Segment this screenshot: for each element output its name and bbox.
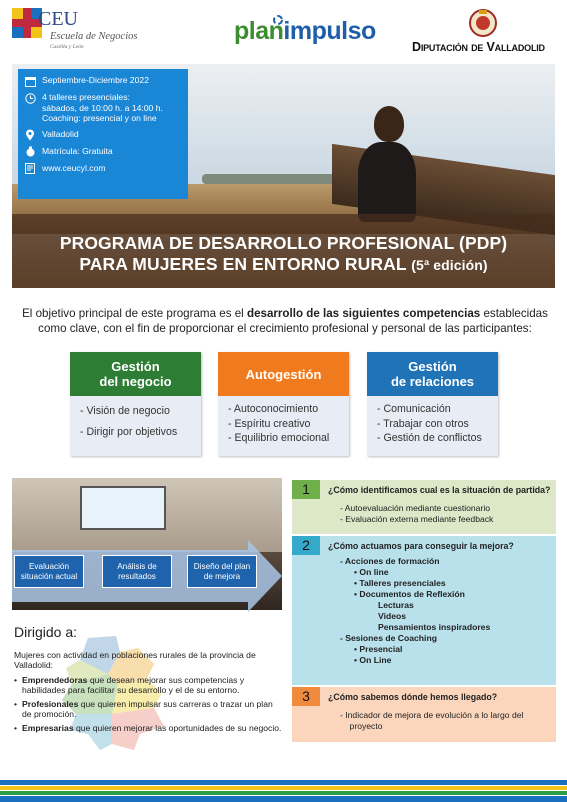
program-title <box>12 214 555 288</box>
location-pin-icon <box>24 129 36 141</box>
box-number: 3 <box>292 687 320 706</box>
box-item: - Autoevaluación mediante cuestionario <box>340 503 491 513</box>
card-item: - Comunicación <box>377 403 451 415</box>
card-item: - Visión de negocio <box>80 405 170 417</box>
ceu-subtitle: Escuela de Negocios <box>50 31 138 42</box>
card-title-line-1: Gestión <box>408 359 457 374</box>
box-item: • Talleres presenciales <box>354 578 446 588</box>
box-number: 1 <box>292 480 320 499</box>
step-analisis <box>102 555 172 588</box>
info-box <box>18 69 188 199</box>
dirigido-item-bold: Profesionales <box>22 698 79 709</box>
clock-icon <box>24 92 36 104</box>
card-gestion-relaciones <box>367 352 498 456</box>
box-item: Lecturas <box>378 600 414 610</box>
info-web-link[interactable]: www.ceucyl.com <box>42 162 106 173</box>
step-label <box>117 562 157 582</box>
box-item: - Evaluación externa mediante feedback <box>340 514 494 524</box>
step-diseno <box>187 555 257 588</box>
card-title <box>99 359 171 389</box>
objective-part-1: El objetivo principal de este programa es el <box>22 307 247 320</box>
step-label-line-1: Evaluación <box>28 561 70 571</box>
workshop-projector-screen <box>80 486 166 530</box>
info-fee: Matrícula: Gratuita <box>42 145 113 156</box>
box-item: Videos <box>378 611 407 621</box>
diputacion-name: Diputación de Valladolid <box>412 40 545 54</box>
ceu-region: Castilla y León <box>50 44 84 50</box>
box-list <box>328 556 490 666</box>
card-header <box>367 352 498 396</box>
objective-text <box>20 306 550 336</box>
info-schedule-row <box>24 92 182 124</box>
info-schedule-line-2: sábados, de 10:00 h. a 14:00 h. <box>42 102 163 113</box>
card-title-line-2: del negocio <box>99 374 172 389</box>
step-label <box>21 562 77 582</box>
dirigido-intro: Mujeres con actividad en poblaciones rurales de la provincia de Valladolid: <box>14 650 256 671</box>
dirigido-item-text: que quieren mejorar las oportunidades de su negocio. <box>73 722 282 733</box>
dirigido-item-bold: Emprendedoras <box>22 675 88 685</box>
step-label <box>194 562 250 582</box>
impulso-word: impulso <box>283 17 376 45</box>
program-title-line-1: PROGRAMA DE DESARROLLO PROFESIONAL (PDP) <box>59 233 508 253</box>
info-schedule-line-3: Coaching: presencial y on line <box>42 113 157 123</box>
step-evaluacion <box>14 555 84 588</box>
box-list <box>340 503 493 525</box>
box-item: proyecto <box>340 721 383 731</box>
dirigido-item-text: que quieren impulsar sus carreras o trazar un plan de promoción. <box>22 698 273 720</box>
card-title-line-2: de relaciones <box>390 374 475 389</box>
info-dates: Septiembre-Diciembre 2022 <box>42 75 149 85</box>
step-label-line-2: de mejora <box>203 571 241 581</box>
info-schedule <box>42 92 163 124</box>
plan-word: plan <box>234 17 284 45</box>
step-label-line-2: resultados <box>118 571 156 581</box>
box-item: - Acciones de formación <box>340 556 440 566</box>
document-icon <box>24 163 36 175</box>
step-label-line-2: situación actual <box>20 571 78 581</box>
hero-banner <box>12 64 555 288</box>
objective-part-2: establecidas como clave, con el fin de proporcionar el crecimiento profesional y personal de las participantes: <box>38 307 548 335</box>
diputacion-shield-icon <box>466 7 500 39</box>
footer-stripe-blue-bottom <box>0 796 567 802</box>
hero-woman-body <box>358 142 416 222</box>
card-gestion-negocio <box>70 352 201 456</box>
dirigido-item-text: que desean mejorar sus competencias y habilidades para facilitar su desarrollo y el de su entorno. <box>22 675 245 696</box>
box-list <box>340 710 523 732</box>
box-item: • Documentos de Reflexión <box>354 589 465 599</box>
ceu-name: CEU <box>38 8 78 30</box>
box-number: 2 <box>292 536 320 555</box>
box-conseguir-mejora <box>292 536 556 685</box>
header <box>0 0 567 62</box>
card-title-line-1: Gestión <box>111 359 160 374</box>
info-place-row <box>24 129 182 141</box>
box-item: Pensamientos inspiradores <box>378 622 491 632</box>
card-autogestion <box>218 352 349 456</box>
card-list <box>218 396 349 445</box>
box-question: ¿Cómo sabemos dónde hemos llegado? <box>328 692 498 702</box>
dirigido-item <box>14 675 282 696</box>
dirigido-title: Dirigido a: <box>14 624 78 640</box>
dirigido-item-bold: Empresarias <box>22 722 74 733</box>
info-place: Valladolid <box>42 128 79 139</box>
program-title-line-2-text: PARA MUJERES EN ENTORNO RURAL <box>79 254 407 274</box>
box-item: • On line <box>354 567 389 577</box>
info-dates-row <box>24 75 182 87</box>
box-item: • Presencial <box>354 644 403 654</box>
box-donde-hemos-llegado <box>292 687 556 742</box>
planimpulso-swirl-icon <box>272 14 284 26</box>
box-item: - Indicador de mejora de evolución a lo largo del <box>340 710 524 720</box>
step-label-line-1: Análisis de <box>117 561 157 571</box>
card-item: - Espíritu creativo <box>228 417 311 430</box>
card-item: - Trabajar con otros <box>377 417 469 430</box>
card-header <box>70 352 201 396</box>
info-web-row <box>24 163 182 175</box>
box-item: - Sesiones de Coaching <box>340 633 437 643</box>
dirigido-list <box>14 675 282 736</box>
card-item: - Gestión de conflictos <box>377 432 482 444</box>
info-fee-row <box>24 146 182 158</box>
dirigido-item <box>14 699 282 720</box>
box-item: • On Line <box>354 655 392 665</box>
card-item: - Equilibrio emocional <box>228 432 330 444</box>
calendar-icon <box>24 75 36 87</box>
box-situacion-partida <box>292 480 556 534</box>
footer-stripe-green <box>0 791 567 795</box>
box-question: ¿Cómo identificamos cual es la situación de partida? <box>328 485 551 495</box>
card-list <box>367 396 498 445</box>
card-title: Autogestión <box>245 366 322 382</box>
card-item: - Autoconocimiento <box>228 403 319 415</box>
program-edition: (5ª edición) <box>411 257 488 273</box>
footer-stripe-blue <box>0 780 567 785</box>
footer-stripe-yellow <box>0 786 567 790</box>
program-title-line-2 <box>12 254 555 276</box>
objective-bold: desarrollo de las siguientes competencias <box>246 307 481 320</box>
card-list <box>70 396 201 438</box>
dirigido-item <box>14 723 282 733</box>
card-title <box>391 359 474 389</box>
hero-woman-head <box>374 106 404 142</box>
info-schedule-line-1: 4 talleres presenciales: <box>42 92 130 102</box>
money-bag-icon <box>24 146 36 158</box>
planimpulso-logo <box>234 14 376 48</box>
card-header <box>218 352 349 396</box>
box-question: ¿Cómo actuamos para conseguir la mejora? <box>328 541 514 551</box>
card-item: - Dirigir por objetivos <box>80 425 178 438</box>
step-label-line-1: Diseño del plan <box>193 561 251 571</box>
